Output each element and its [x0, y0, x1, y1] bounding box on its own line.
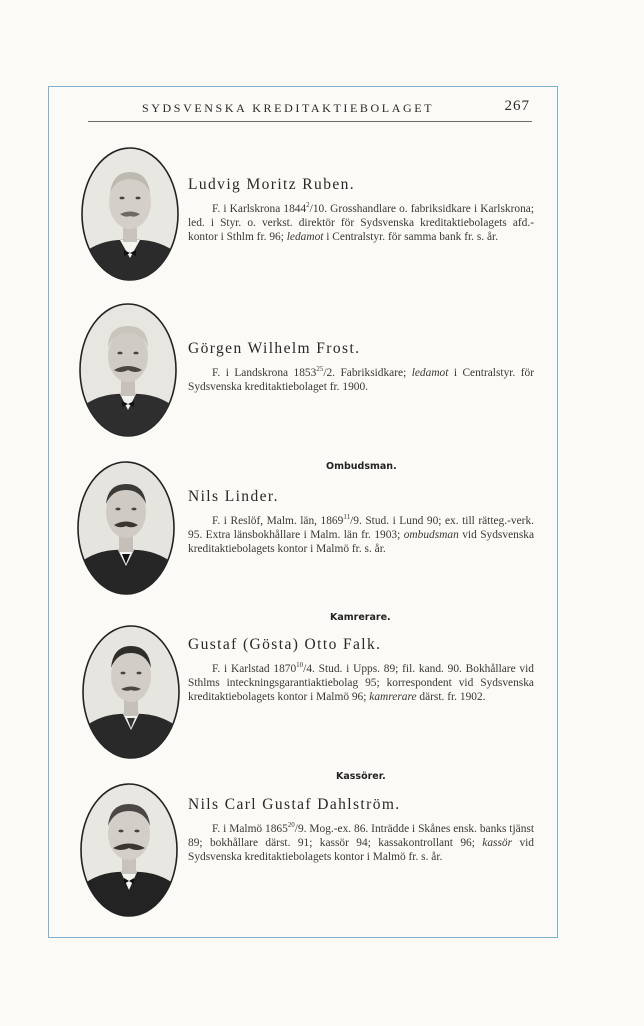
section-heading: Kassörer.	[336, 771, 386, 782]
person-name: Gustaf (Gösta) Otto Falk.	[188, 636, 382, 653]
section-heading: Kamrerare.	[330, 612, 391, 623]
person-name: Görgen Wilhelm Frost.	[188, 340, 361, 357]
biography: F. i Karlstad 1870$^{10}$/4. Stud. i Upps. 89; fil. kand. 90. Bokhållare vid Sthlms inteckningsgarantiaktiebolag 95; korrespondent vid Sydsvenska kreditaktiebolagets kontor i Malmö 96; kamrerare därst. fr. 1902.	[188, 661, 534, 703]
running-title: SYDSVENSKA KREDITAKTIEBOLAGET	[142, 101, 435, 115]
person-name: Ludvig Moritz Ruben.	[188, 176, 356, 193]
biography: F. i Karlskrona 1844$^2$/10. Grosshandlare o. fabriksidkare i Karlskrona; led. i Styr. o. verkst. direktör för Sydsvenska kreditaktiebolagets afd.-kontor i Sthlm fr. 96; ledamot i Centralstyr. för samma bank fr. s. år.	[188, 201, 534, 243]
portrait-falk	[81, 624, 181, 760]
portrait-ruben	[80, 146, 180, 282]
biography: F. i Reslöf, Malm. län, 1869$^{11}$/9. Stud. i Lund 90; ex. till rätteg.-verk. 95. Extra länsbokhållare i Malm. län fr. 1903; ombudsman vid Sydsvenska kreditaktiebolagets kontor i Malmö fr. s. år.	[188, 513, 534, 555]
biography: F. i Malmö 1865$^{20}$/9. Mog.-ex. 86. Inträdde i Skånes ensk. banks tjänst 89; bokhållare därst. 91; kassör 94; kassakontrollant 96; kassör vid Sydsvenska kreditaktiebolagets kontor i Malmö fr. s. år.	[188, 821, 535, 863]
page-number: 267	[504, 98, 530, 114]
biography: F. i Landskrona 1853$^{25}$/2. Fabriksidkare; ledamot i Centralstyr. för Sydsvenska kreditaktiebolaget fr. 1900.	[188, 365, 535, 393]
portrait-frost	[78, 302, 178, 438]
portrait-dahlstrom	[79, 782, 179, 918]
running-header	[88, 97, 532, 122]
section-heading: Ombudsman.	[326, 461, 397, 472]
person-name: Nils Carl Gustaf Dahlström.	[188, 796, 401, 813]
portrait-linder	[76, 460, 176, 596]
person-name: Nils Linder.	[188, 488, 279, 505]
